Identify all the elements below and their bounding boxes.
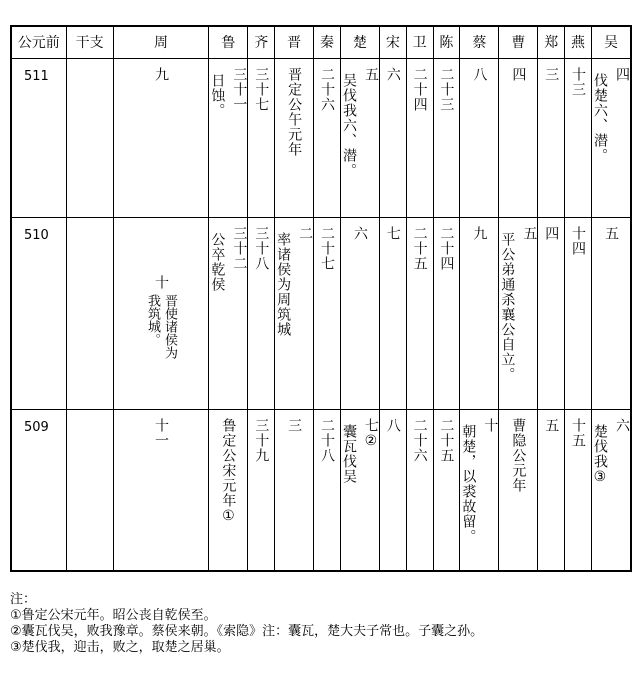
qi-cell: 三十九 <box>253 417 270 463</box>
wei-cell: 二十五 <box>411 225 428 271</box>
table-row <box>11 217 631 409</box>
zhou-note-line1: 晋使诸侯为 <box>161 294 177 359</box>
ganzhi-cell <box>66 217 113 409</box>
qin-cell: 二十七 <box>319 225 336 271</box>
chu-note: 囊瓦伐吴 <box>340 423 357 484</box>
zhou-cell: 九 <box>152 66 169 82</box>
zhou-note-line2: 我筑城。 <box>144 294 160 346</box>
footnote-1: ①鲁定公宋元年。昭公丧自乾侯至。 <box>10 608 217 623</box>
header-wei: 卫 <box>406 26 433 58</box>
ganzhi-cell <box>66 58 113 217</box>
cai-note: 朝楚，以裘故留。 <box>460 423 477 544</box>
header-jin: 晋 <box>275 26 314 58</box>
jin-cell: 三 <box>286 417 303 433</box>
yan-cell: 十三 <box>570 66 587 97</box>
song-cell: 八 <box>384 417 401 433</box>
footnotes <box>10 592 625 656</box>
cao-cell: 四 <box>510 66 527 82</box>
song-cell: 六 <box>384 66 401 82</box>
zhou-cell: 十一 <box>152 417 169 448</box>
footnote-2: ②囊瓦伐吴，败我豫章。蔡侯来朝。《索隐》注：囊瓦，楚大夫子常也。子囊之孙。 <box>10 624 484 639</box>
table-row <box>11 409 631 571</box>
header-year: 公元前 <box>11 26 66 58</box>
ganzhi-cell <box>66 409 113 571</box>
chu-cell: 七② <box>362 417 379 450</box>
qin-cell: 二十六 <box>319 66 336 112</box>
header-wu: 吴 <box>591 26 631 58</box>
zheng-cell: 四 <box>543 225 560 241</box>
cao-cell: 五 <box>521 225 538 241</box>
lu-cell: 三十一 <box>231 66 248 112</box>
song-cell: 七 <box>384 225 401 241</box>
qi-cell: 三十八 <box>253 225 270 271</box>
header-qin: 秦 <box>314 26 341 58</box>
header-chu: 楚 <box>340 26 379 58</box>
cao-cell: 曹隐公元年 <box>510 417 527 493</box>
header-song: 宋 <box>379 26 406 58</box>
wei-cell: 二十四 <box>411 66 428 112</box>
jin-note: 率诸侯为周筑城 <box>275 231 292 337</box>
qi-cell: 三十七 <box>253 66 270 112</box>
chronology-table <box>10 25 632 572</box>
zheng-cell: 三 <box>543 66 560 82</box>
header-chen: 陈 <box>433 26 460 58</box>
jin-cell: 二 <box>297 225 314 241</box>
table-row <box>11 58 631 217</box>
chen-cell: 二十三 <box>438 66 455 112</box>
chu-note: 吴伐我六、潜。 <box>340 72 357 178</box>
header-cao: 曹 <box>499 26 538 58</box>
lu-note: 日蚀。 <box>209 72 226 118</box>
chu-cell: 六 <box>351 225 368 241</box>
lu-cell: 三十二 <box>231 225 248 271</box>
header-row <box>11 26 631 58</box>
lu-cell: 鲁定公宋元年① <box>220 417 237 525</box>
yan-cell: 十四 <box>570 225 587 256</box>
cai-cell: 十 <box>482 417 499 433</box>
footnotes-title: 注： <box>10 592 37 607</box>
wu-note: 楚伐我③ <box>591 423 608 486</box>
footnote-3: ③楚伐我，迎击，败之，取楚之居巢。 <box>10 640 230 655</box>
wu-cell: 四 <box>613 66 630 82</box>
cai-cell: 八 <box>471 66 488 82</box>
header-yan: 燕 <box>565 26 592 58</box>
header-cai: 蔡 <box>460 26 499 58</box>
zheng-cell: 五 <box>543 417 560 433</box>
year-cell: 510 <box>24 227 49 243</box>
year-cell: 509 <box>24 419 49 435</box>
cao-note: 平公弟通杀襄公自立。 <box>499 231 516 382</box>
header-zheng: 郑 <box>538 26 565 58</box>
zhou-cell: 十 <box>152 275 169 290</box>
header-zhou: 周 <box>113 26 209 58</box>
wu-note: 伐楚六、潜。 <box>591 72 608 163</box>
header-lu: 鲁 <box>209 26 248 58</box>
yan-cell: 十五 <box>570 417 587 448</box>
qin-cell: 二十八 <box>319 417 336 463</box>
wu-cell: 五 <box>602 225 619 241</box>
lu-note: 公卒乾侯 <box>209 231 226 292</box>
wu-cell: 六 <box>613 417 630 433</box>
wei-cell: 二十六 <box>411 417 428 463</box>
chen-cell: 二十四 <box>438 225 455 271</box>
jin-cell: 晋定公午元年 <box>286 66 303 157</box>
year-cell: 511 <box>24 68 49 84</box>
cai-cell: 九 <box>471 225 488 241</box>
header-qi: 齐 <box>248 26 275 58</box>
chen-cell: 二十五 <box>438 417 455 463</box>
chu-cell: 五 <box>362 66 379 82</box>
header-ganzhi: 干支 <box>66 26 113 58</box>
